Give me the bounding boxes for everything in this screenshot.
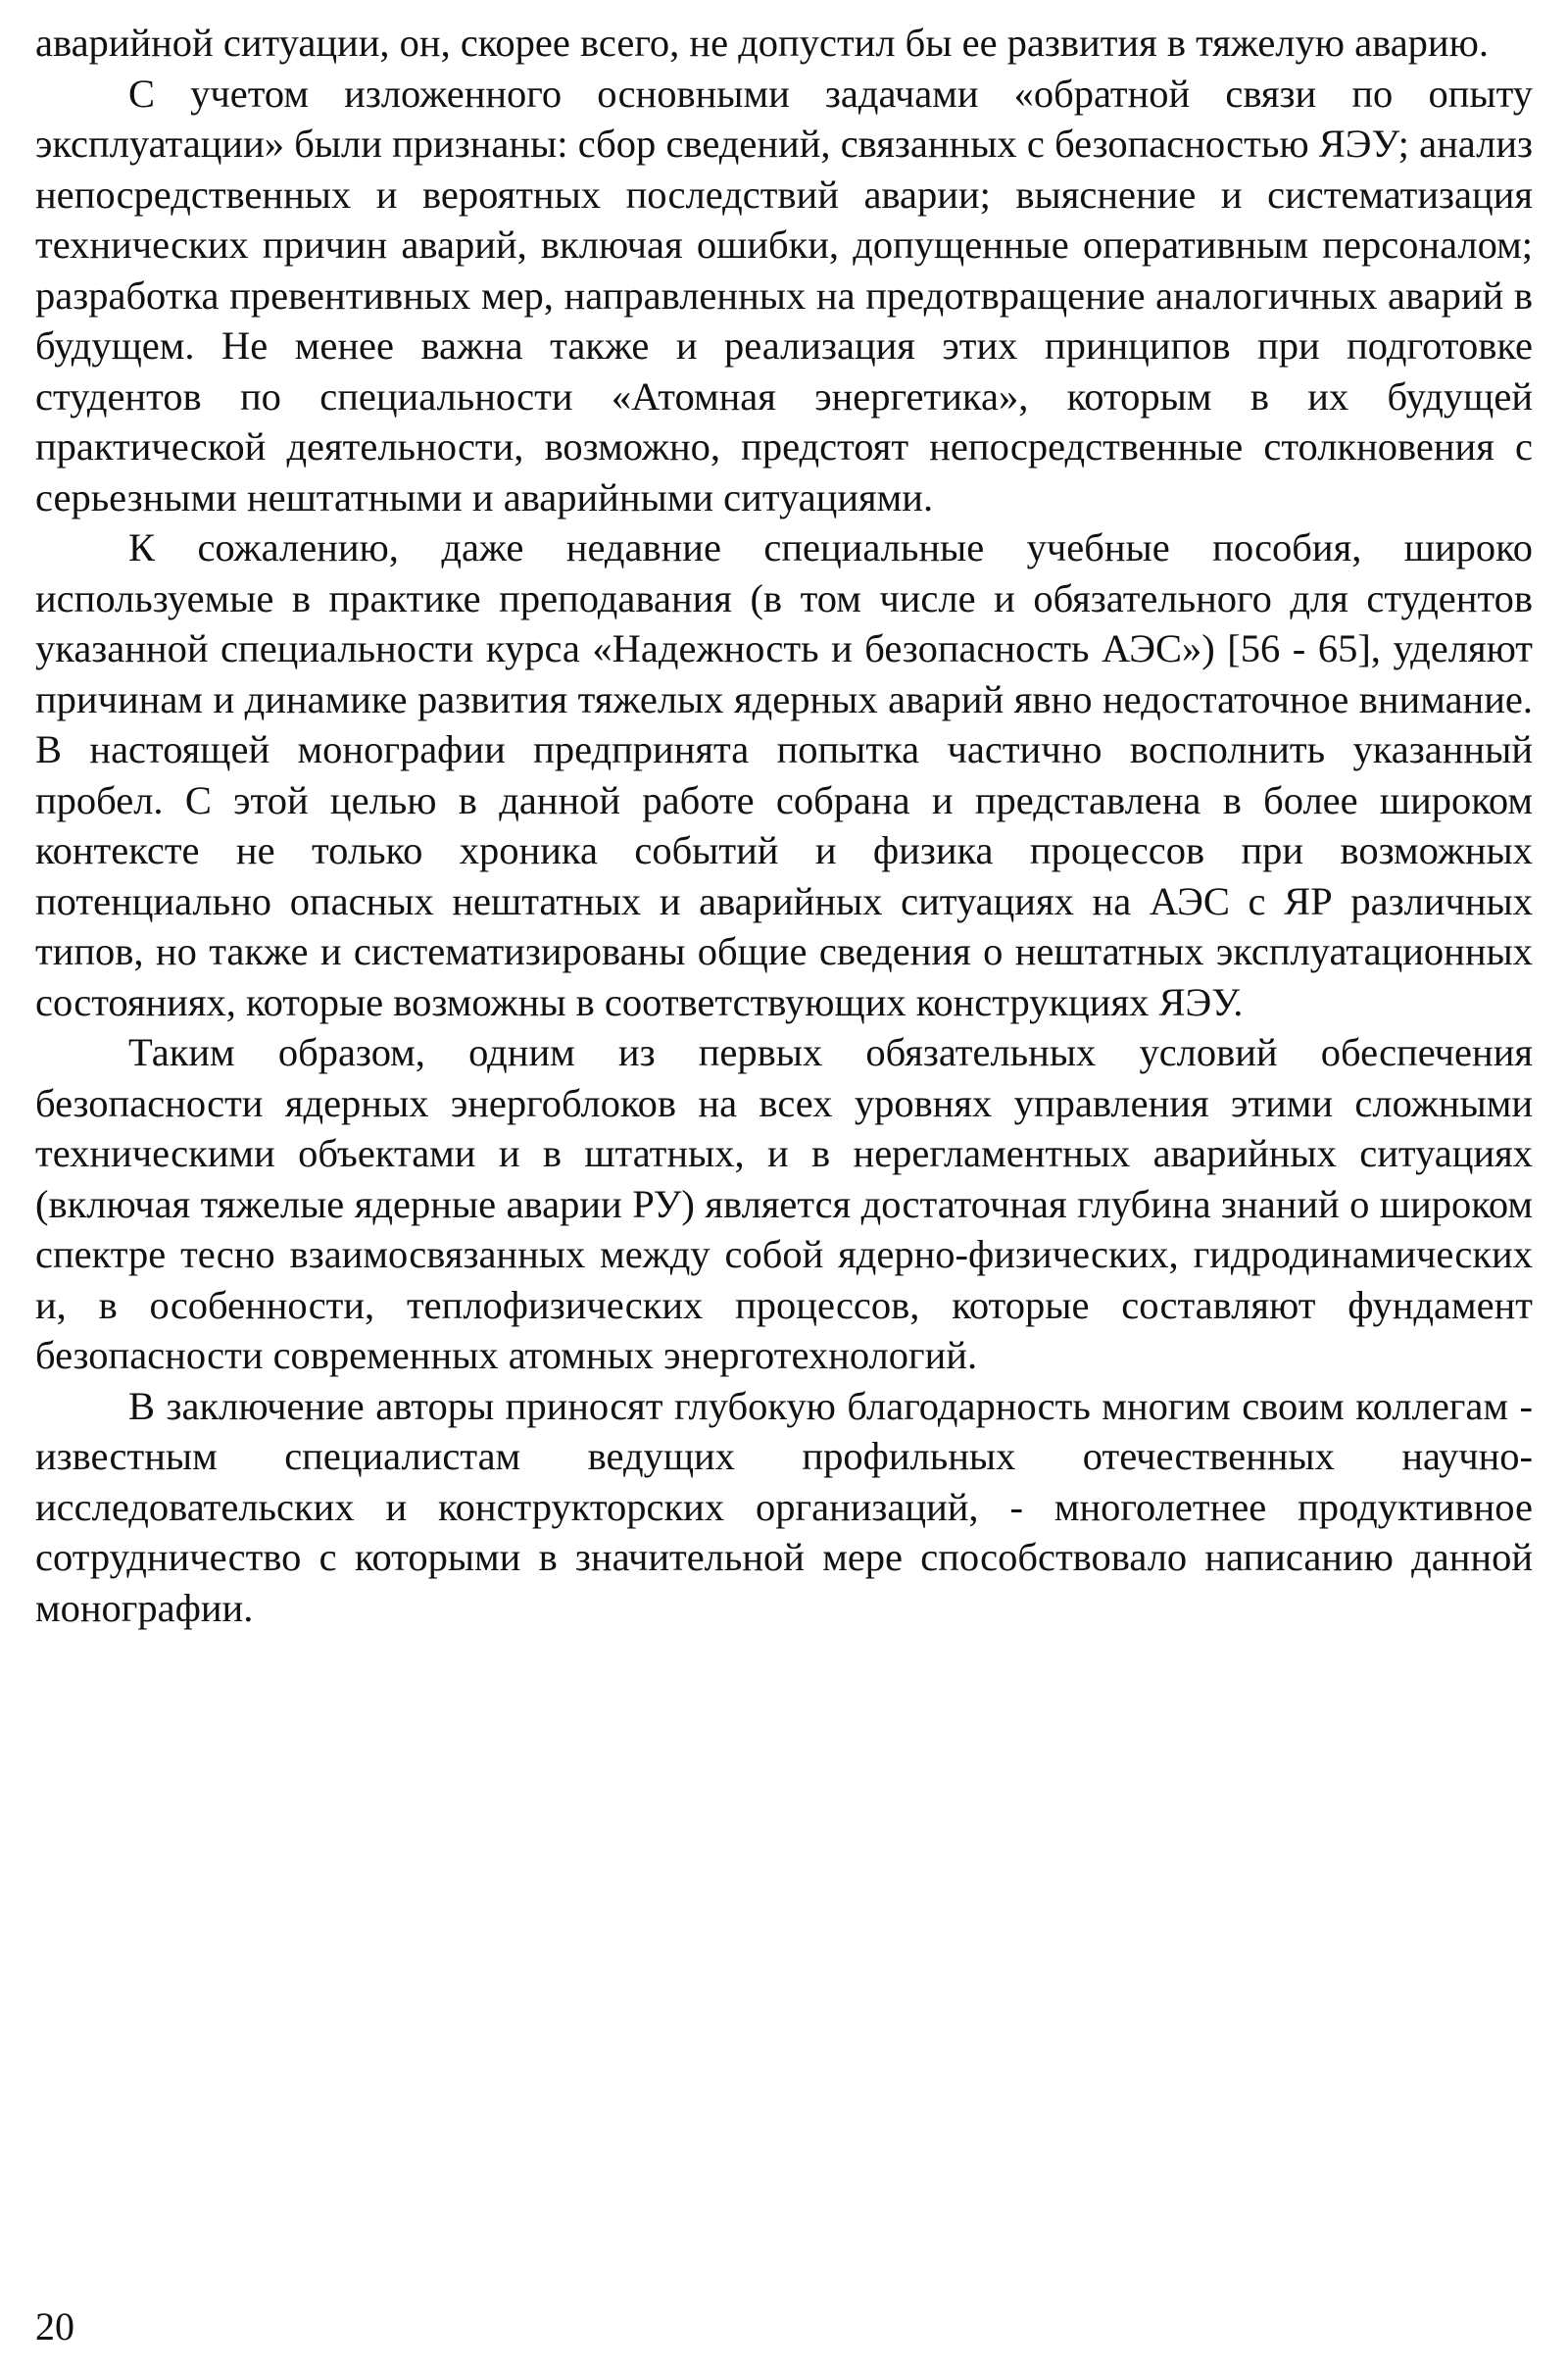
- document-body: [35, 18, 1533, 1633]
- paragraph-acknowledgements: В заключение авторы приносят глубокую благодарность многим своим коллегам - известным специалистам ведущих профильных отечественных научно-исследовательских и конструкторских организаций, - многолетнее продуктивное сотрудничество с которыми в значительной мере способствовало написанию данной монографии.: [35, 1383, 1533, 1630]
- page-number: 20: [35, 2304, 74, 2348]
- paragraph-continuation: аварийной ситуации, он, скорее всего, не допустил бы ее развития в тяжелую аварию.: [35, 21, 1489, 65]
- paragraph-safety-conditions: Таким образом, одним из первых обязательных условий обеспечения безопасности ядерных энергоблоков на всех уровнях управления этими сложными техническими объектами и в штатных, и в нерегламентных аварийных ситуациях (включая тяжелые ядерные аварии РУ) является достаточная глубина знаний о широком спектре тесно взаимосвязанных между собой ядерно-физических, гидродинамических и, в особенности, теплофизических процессов, которые составляют фундамент безопасности современных атомных энерготехнологий.: [35, 1030, 1533, 1377]
- paragraph-textbooks: К сожалению, даже недавние специальные учебные пособия, широко используемые в практике преподавания (в том числе и обязательного для студентов указанной специальности курса «Надежность и безопасность АЭС») [56 - 65], уделяют причинам и динамике развития тяжелых ядерных аварий явно недостаточное внимание. В настоящей монографии предпринята попытка частично восполнить указанный пробел. С этой целью в данной работе собрана и представлена в более широком контексте не только хроника событий и физика процессов при возможных потенциально опасных нештатных и аварийных ситуациях на АЭС с ЯР различных типов, но также и систематизированы общие сведения о нештатных эксплуатационных состояниях, которые возможны в соответствующих конструкциях ЯЭУ.: [35, 525, 1533, 1024]
- paragraph-feedback-tasks: С учетом изложенного основными задачами «обратной связи по опыту эксплуатации» были признаны: сбор сведений, связанных с безопасностью ЯЭУ; анализ непосредственных и вероятных последствий аварии; выяснение и систематизация технических причин аварий, включая ошибки, допущенные оперативным персоналом; разработка превентивных мер, направленных на предотвращение аналогичных аварий в будущем. Не менее важна также и реализация этих принципов при подготовке студентов по специальности «Атомная энергетика», которым в их будущей практической деятельности, возможно, предстоят непосредственные столкновения с серьезными нештатными и аварийными ситуациями.: [35, 71, 1533, 519]
